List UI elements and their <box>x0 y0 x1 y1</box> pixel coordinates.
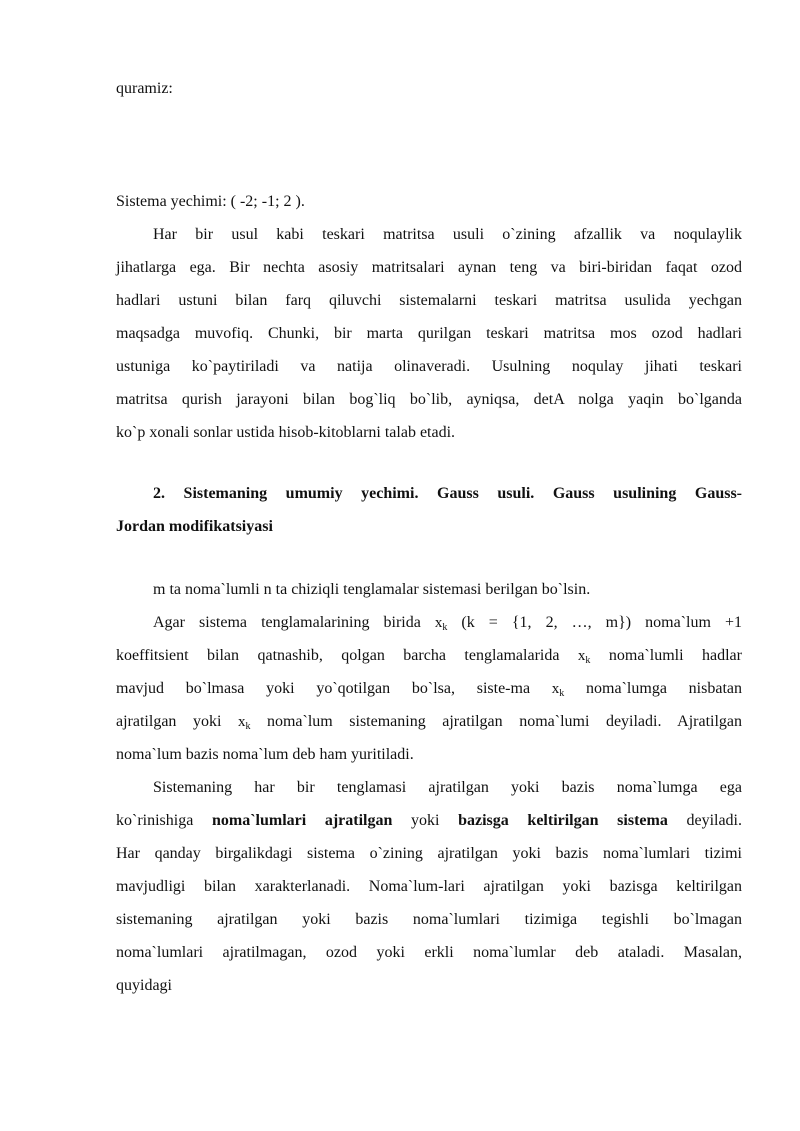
text-line: matritsa qurish jarayoni bilan bog`liq bo`lib, ayniqsa, detA nolga yaqin bo`lganda <box>116 391 742 408</box>
text-line: Har qanday birgalikdagi sistema o`zining ajratilgan yoki bazis noma`lumlari tizimi <box>116 845 742 862</box>
text-line: ajratilgan yoki $x_k$ noma`lum sistemaning ajratilgan noma`lumi deyiladi. Ajratilgan <box>116 713 742 732</box>
heading-line: 2. Sistemaning umumiy yechimi. Gauss usuli. Gauss usulining Gauss- <box>153 485 742 502</box>
subscript-k: k <box>245 721 251 732</box>
solution-line: Sistema yechimi: ( -2; -1; 2 ). <box>116 193 305 210</box>
text-line: mavjud bo`lmasa yoki yo`qotilgan bo`lsa, siste-ma $x_k$ noma`lumga nisbatan <box>116 680 742 699</box>
text-line: Sistemaning har bir tenglamasi ajratilgan yoki bazis noma`lumga ega <box>153 779 742 796</box>
heading-line: Jordan modifikatsiyasi <box>116 518 273 535</box>
text-line: quyidagi <box>116 977 172 994</box>
text-line: noma`lumlari ajratilmagan, ozod yoki erkli noma`lumlar deb ataladi. Masalan, <box>116 944 742 961</box>
subscript-k: k <box>585 655 591 666</box>
text-line: sistemaning ajratilgan yoki bazis noma`lumlari tizimiga tegishli bo`lmagan <box>116 911 742 928</box>
text-line: Agar sistema tenglamalarining birida $x_k$ (k = {1, 2, …, m}) noma`lum +1 <box>153 614 742 633</box>
subscript-k: k <box>559 688 565 699</box>
text-line: mavjudligi bilan xarakterlanadi. Noma`lum-lari ajratilgan yoki bazisga keltirilgan <box>116 878 742 895</box>
text-line: hadlari ustuni bilan farq qiluvchi sistemalarni teskari matritsa usulida yechgan <box>116 292 742 309</box>
variable-x: x <box>434 615 443 631</box>
text-line: Har bir usul kabi teskari matritsa usuli o`zining afzallik va noqulaylik <box>153 226 742 243</box>
text-line: maqsadga muvofiq. Chunki, bir marta qurilgan teskari matritsa mos ozod hadlari <box>116 325 742 342</box>
subscript-k: k <box>442 622 448 633</box>
variable-x: x <box>237 714 246 730</box>
variable-x: x <box>577 648 586 664</box>
text-line: ko`p xonali sonlar ustida hisob-kitoblarni talab etadi. <box>116 424 456 441</box>
text-line: ustuniga ko`paytiriladi va natija olinaveradi. Usulning noqulay jihati teskari <box>116 358 742 375</box>
bold-term: noma`lumlari ajratilgan <box>211 812 393 829</box>
text-line: ko`rinishiga noma`lumlari ajratilgan yoki bazisga keltirilgan sistema deyiladi. <box>116 812 743 829</box>
text-line: quramiz: <box>116 80 173 97</box>
text-line: m ta noma`lumli n ta chiziqli tenglamalar sistemasi berilgan bo`lsin. <box>153 581 591 598</box>
text-line: jihatlarga ega. Bir nechta asosiy matritsalari aynan teng va biri-biridan faqat ozod <box>116 259 742 276</box>
text-line: noma`lum bazis noma`lum deb ham yuritiladi. <box>116 746 414 763</box>
text-line: koeffitsient bilan qatnashib, qolgan barcha tenglamalarida $x_k$ noma`lumli hadlar <box>116 647 742 666</box>
variable-x: x <box>551 681 560 697</box>
bold-term: bazisga keltirilgan sistema <box>458 812 668 829</box>
